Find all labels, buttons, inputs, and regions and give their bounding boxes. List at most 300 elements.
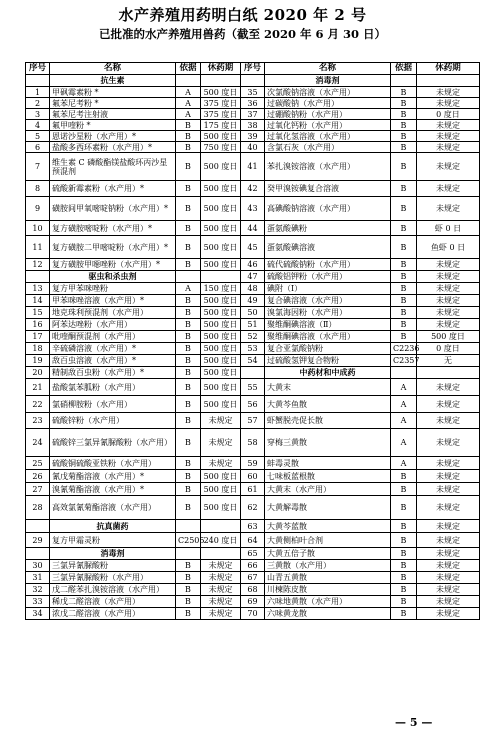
table-row <box>26 271 480 283</box>
header-cell: 依据 <box>176 63 201 75</box>
basis-code: A <box>176 87 201 98</box>
row-number: 63 <box>241 520 265 533</box>
table-row <box>26 560 480 572</box>
row-number: 4 <box>26 120 50 131</box>
drug-table <box>25 62 480 620</box>
withdrawal-period: 未规定 <box>201 608 241 620</box>
withdrawal-period: 500 度日 <box>201 87 241 98</box>
row-number: 21 <box>26 379 50 396</box>
drug-name: 含氯石灰（水产用） <box>265 142 391 153</box>
table-row <box>26 87 480 98</box>
row-number: 24 <box>26 429 50 457</box>
row-number: 29 <box>26 533 50 548</box>
withdrawal-period: 未规定 <box>417 457 480 470</box>
table-row <box>26 355 480 367</box>
row-number: 57 <box>241 413 265 429</box>
row-number: 17 <box>26 331 50 343</box>
withdrawal-period: 未规定 <box>417 584 480 596</box>
section-empty-cell <box>391 367 417 379</box>
drug-name: 次氯酸钠溶液（水产用） <box>265 87 391 98</box>
withdrawal-period: 500 度日 <box>201 221 241 236</box>
drug-name: 山青五黄散 <box>265 572 391 584</box>
drug-name: 复方磺胺甲噁唑粉（水产用）* <box>50 259 176 271</box>
drug-name: 氯硝柳胺粉（水产用） <box>50 396 176 413</box>
basis-code: B <box>176 319 201 331</box>
withdrawal-period: 未规定 <box>417 142 480 153</box>
section-header: 抗真菌药 <box>50 520 176 533</box>
drug-name: 复合碘溶液（水产用） <box>265 295 391 307</box>
row-number: 34 <box>26 608 50 620</box>
drug-name: 氟苯尼考注射液 <box>50 109 176 120</box>
basis-code: B <box>176 343 201 355</box>
drug-name: 三黄散（水产用） <box>265 560 391 572</box>
withdrawal-period: 未规定 <box>201 457 241 470</box>
withdrawal-period: 未规定 <box>417 608 480 620</box>
table-row <box>26 396 480 413</box>
basis-code: B <box>176 379 201 396</box>
row-number: 10 <box>26 221 50 236</box>
withdrawal-period: 未规定 <box>417 120 480 131</box>
withdrawal-period: 375 度日 <box>201 109 241 120</box>
basis-code: B <box>391 87 417 98</box>
row-number: 9 <box>26 197 50 221</box>
row-number: 39 <box>241 131 265 142</box>
basis-code: B <box>391 319 417 331</box>
withdrawal-period: 500 度日 <box>201 379 241 396</box>
table-row <box>26 98 480 109</box>
basis-code: B <box>176 596 201 608</box>
row-number: 48 <box>241 283 265 295</box>
row-number: 55 <box>241 379 265 396</box>
row-number: 53 <box>241 343 265 355</box>
header-cell: 序号 <box>26 63 50 75</box>
section-empty-cell <box>417 75 480 87</box>
withdrawal-period: 未规定 <box>417 319 480 331</box>
row-number: 13 <box>26 283 50 295</box>
table-row <box>26 483 480 496</box>
table-row <box>26 470 480 483</box>
drug-name: 六味黄龙散 <box>265 608 391 620</box>
drug-name: 大黄解毒散 <box>265 496 391 520</box>
withdrawal-period: 未规定 <box>417 259 480 271</box>
section-empty-cell <box>26 520 50 533</box>
drug-name: 过氧化钙粉（水产用） <box>265 120 391 131</box>
basis-code: A <box>391 396 417 413</box>
table-row <box>26 343 480 355</box>
row-number: 64 <box>241 533 265 548</box>
basis-code: B <box>391 520 417 533</box>
basis-code: A <box>176 98 201 109</box>
basis-code: C2505 <box>176 533 201 548</box>
table-row <box>26 120 480 131</box>
withdrawal-period: 未规定 <box>417 470 480 483</box>
basis-code: B <box>176 413 201 429</box>
row-number: 68 <box>241 584 265 596</box>
withdrawal-period: 500 度日 <box>201 131 241 142</box>
drug-name: 聚维酮碘溶液（Ⅱ） <box>265 319 391 331</box>
withdrawal-period: 500 度日 <box>201 259 241 271</box>
table-row <box>26 572 480 584</box>
row-number: 59 <box>241 457 265 470</box>
drug-name: 精制敌百虫粉（水产用）* <box>50 367 176 379</box>
drug-name: 硫酸铜硫酸亚铁粉（水产用） <box>50 457 176 470</box>
header-cell: 休药期 <box>201 63 241 75</box>
row-number: 28 <box>26 496 50 520</box>
drug-name: 苯扎溴铵溶液（水产用） <box>265 153 391 181</box>
withdrawal-period: 未规定 <box>417 533 480 548</box>
row-number: 56 <box>241 396 265 413</box>
row-number: 2 <box>26 98 50 109</box>
withdrawal-period: 未规定 <box>417 379 480 396</box>
basis-code: B <box>391 181 417 197</box>
withdrawal-period: 未规定 <box>417 396 480 413</box>
drug-name: 复方磺胺二甲嘧啶粉（水产用）* <box>50 236 176 259</box>
table-row <box>26 109 480 120</box>
section-empty-cell <box>201 548 241 560</box>
section-empty-cell <box>176 271 201 283</box>
table-row <box>26 131 480 142</box>
basis-code: B <box>391 548 417 560</box>
row-number: 33 <box>26 596 50 608</box>
section-empty-cell <box>201 271 241 283</box>
withdrawal-period: 500 度日 <box>201 343 241 355</box>
table-row <box>26 520 480 533</box>
row-number: 70 <box>241 608 265 620</box>
withdrawal-period: 虾 0 日 <box>417 221 480 236</box>
drug-name: 吡喹酮预混剂（水产用） <box>50 331 176 343</box>
basis-code: A <box>391 429 417 457</box>
table-row <box>26 331 480 343</box>
withdrawal-period: 750 度日 <box>201 142 241 153</box>
withdrawal-period: 未规定 <box>417 548 480 560</box>
table-row <box>26 236 480 259</box>
row-number: 60 <box>241 470 265 483</box>
basis-code: B <box>391 131 417 142</box>
withdrawal-period: 未规定 <box>201 572 241 584</box>
basis-code: A <box>176 109 201 120</box>
section-empty-cell <box>201 75 241 87</box>
basis-code: B <box>176 295 201 307</box>
section-header: 驱虫和杀虫剂 <box>50 271 176 283</box>
withdrawal-period: 175 度日 <box>201 120 241 131</box>
row-number: 69 <box>241 596 265 608</box>
drug-name: 复方甲霜灵粉 <box>50 533 176 548</box>
drug-name: 过氧化氢溶液（水产用） <box>265 131 391 142</box>
drug-name: 穿梅三黄散 <box>265 429 391 457</box>
withdrawal-period: 500 度日 <box>201 295 241 307</box>
withdrawal-period: 未规定 <box>417 295 480 307</box>
drug-name: 过碳酸钠（水产用） <box>265 98 391 109</box>
row-number: 38 <box>241 120 265 131</box>
row-number: 44 <box>241 221 265 236</box>
withdrawal-period: 500 度日 <box>201 483 241 496</box>
drug-name: 大黄末 <box>265 379 391 396</box>
basis-code: A <box>391 413 417 429</box>
withdrawal-period: 未规定 <box>201 429 241 457</box>
drug-name: 川楝陈皮散 <box>265 584 391 596</box>
drug-name: 稀戊二醛溶液（水产用） <box>50 596 176 608</box>
basis-code: B <box>391 109 417 120</box>
section-header: 消毒剂 <box>265 75 391 87</box>
drug-name: 硫酸铝钾粉（水产用） <box>265 271 391 283</box>
basis-code: B <box>176 584 201 596</box>
basis-code: B <box>391 533 417 548</box>
basis-code: B <box>391 120 417 131</box>
row-number: 11 <box>26 236 50 259</box>
withdrawal-period: 500 度日 <box>201 236 241 259</box>
withdrawal-period: 未规定 <box>201 560 241 572</box>
withdrawal-period: 未规定 <box>417 153 480 181</box>
drug-name: 硫酸锌粉（水产用） <box>50 413 176 429</box>
basis-code: B <box>391 98 417 109</box>
section-empty-cell <box>241 75 265 87</box>
table-row <box>26 608 480 620</box>
drug-name: 阿苯达唑粉（水产用） <box>50 319 176 331</box>
withdrawal-period: 150 度日 <box>201 283 241 295</box>
basis-code: B <box>176 120 201 131</box>
row-number: 19 <box>26 355 50 367</box>
table-row <box>26 295 480 307</box>
row-number: 7 <box>26 153 50 181</box>
row-number: 36 <box>241 98 265 109</box>
basis-code: A <box>176 283 201 295</box>
table-row <box>26 307 480 319</box>
row-number: 41 <box>241 153 265 181</box>
row-number: 62 <box>241 496 265 520</box>
table-row <box>26 429 480 457</box>
basis-code: B <box>391 331 417 343</box>
header-cell: 依据 <box>391 63 417 75</box>
basis-code: B <box>176 221 201 236</box>
row-number: 43 <box>241 197 265 221</box>
withdrawal-period: 500 度日 <box>201 355 241 367</box>
row-number: 1 <box>26 87 50 98</box>
basis-code: B <box>391 236 417 259</box>
table-row <box>26 413 480 429</box>
row-number: 52 <box>241 331 265 343</box>
basis-code: B <box>391 596 417 608</box>
section-empty-cell <box>241 367 265 379</box>
table-row <box>26 367 480 379</box>
table-header-row <box>26 63 480 75</box>
section-empty-cell <box>26 75 50 87</box>
withdrawal-period: 未规定 <box>417 271 480 283</box>
row-number: 51 <box>241 319 265 331</box>
drug-name: 戊二醛苯扎溴铵溶液（水产用） <box>50 584 176 596</box>
withdrawal-period: 240 度日 <box>201 533 241 548</box>
withdrawal-period: 375 度日 <box>201 98 241 109</box>
withdrawal-period: 未规定 <box>201 584 241 596</box>
drug-name: 三氯异氰脲酸粉（水产用） <box>50 572 176 584</box>
row-number: 46 <box>241 259 265 271</box>
basis-code: B <box>391 483 417 496</box>
table-row <box>26 221 480 236</box>
section-empty-cell <box>26 548 50 560</box>
withdrawal-period: 未规定 <box>417 483 480 496</box>
drug-name: 聚维酮碘溶液（水产用） <box>265 331 391 343</box>
drug-name: 蛋氨酸碘粉 <box>265 221 391 236</box>
withdrawal-period: 无 <box>417 355 480 367</box>
drug-name: 三氯异氰脲酸粉 <box>50 560 176 572</box>
basis-code: B <box>176 153 201 181</box>
drug-name: 癸甲溴铵碘复合溶液 <box>265 181 391 197</box>
withdrawal-period: 未规定 <box>417 429 480 457</box>
drug-name: 维生素 C 磷酸酯镁盐酸环丙沙星预混剂 <box>50 153 176 181</box>
basis-code: B <box>391 221 417 236</box>
basis-code: B <box>391 560 417 572</box>
drug-name: 硫代硫酸钠粉（水产用） <box>265 259 391 271</box>
basis-code: B <box>391 307 417 319</box>
table-row <box>26 533 480 548</box>
basis-code: B <box>176 355 201 367</box>
withdrawal-period: 未规定 <box>417 283 480 295</box>
row-number: 35 <box>241 87 265 98</box>
basis-code: B <box>391 259 417 271</box>
row-number: 50 <box>241 307 265 319</box>
table-row <box>26 197 480 221</box>
table-row <box>26 496 480 520</box>
basis-code: B <box>391 496 417 520</box>
withdrawal-period: 未规定 <box>417 560 480 572</box>
table-row <box>26 75 480 87</box>
drug-name: 高效氯氰菊酯溶液（水产用） <box>50 496 176 520</box>
withdrawal-period: 未规定 <box>417 307 480 319</box>
drug-name: 复方磺胺嘧啶粉（水产用）* <box>50 221 176 236</box>
drug-name: 盐酸氯苯胍粉（水产用） <box>50 379 176 396</box>
drug-name: 复方甲苯咪唑粉 <box>50 283 176 295</box>
row-number: 16 <box>26 319 50 331</box>
drug-name: 过硫酸氢钾复合物粉 <box>265 355 391 367</box>
basis-code: B <box>391 470 417 483</box>
drug-name: 氟苯尼考粉 * <box>50 98 176 109</box>
row-number: 18 <box>26 343 50 355</box>
withdrawal-period: 500 度日 <box>201 197 241 221</box>
drug-name: 七味板蓝根散 <box>265 470 391 483</box>
table-row <box>26 584 480 596</box>
table-row <box>26 153 480 181</box>
row-number: 8 <box>26 181 50 197</box>
drug-name: 硫酸锌三氯异氰脲酸粉（水产用） <box>50 429 176 457</box>
drug-name: 六味地黄散（水产用） <box>265 596 391 608</box>
drug-name: 大黄末（水产用） <box>265 483 391 496</box>
row-number: 66 <box>241 560 265 572</box>
row-number: 6 <box>26 142 50 153</box>
basis-code: B <box>176 457 201 470</box>
withdrawal-period: 未规定 <box>201 596 241 608</box>
section-empty-cell <box>176 75 201 87</box>
table-row <box>26 283 480 295</box>
page-title: 水产养殖用药明白纸 2020 年 2 号 <box>118 6 367 24</box>
table-row <box>26 259 480 271</box>
basis-code: B <box>176 572 201 584</box>
withdrawal-period: 0 度日 <box>417 343 480 355</box>
row-number: 3 <box>26 109 50 120</box>
row-number: 20 <box>26 367 50 379</box>
withdrawal-period: 500 度日 <box>201 367 241 379</box>
row-number: 67 <box>241 572 265 584</box>
basis-code: B <box>176 236 201 259</box>
basis-code: A <box>391 457 417 470</box>
basis-code: B <box>391 271 417 283</box>
drug-name: 地克珠利预混剂（水产用） <box>50 307 176 319</box>
drug-name: 蚌毒灵散 <box>265 457 391 470</box>
section-empty-cell <box>176 520 201 533</box>
drug-name: 敌百虫溶液（水产用）* <box>50 355 176 367</box>
withdrawal-period: 未规定 <box>417 413 480 429</box>
withdrawal-period: 500 度日 <box>417 331 480 343</box>
drug-name: 复合亚氯酸钠粉 <box>265 343 391 355</box>
basis-code: B <box>176 496 201 520</box>
withdrawal-period: 鱼虾 0 日 <box>417 236 480 259</box>
row-number: 22 <box>26 396 50 413</box>
table-row <box>26 379 480 396</box>
page-subtitle: 已批准的水产养殖用兽药（截至 2020 年 6 月 30 日） <box>98 27 387 41</box>
section-empty-cell <box>417 367 480 379</box>
basis-code: B <box>176 429 201 457</box>
drug-name: 辛硫磷溶液（水产用）* <box>50 343 176 355</box>
drug-name: 蛋氨酸碘溶液 <box>265 236 391 259</box>
row-number: 25 <box>26 457 50 470</box>
drug-name: 大黄芩鱼散 <box>265 396 391 413</box>
row-number: 32 <box>26 584 50 596</box>
table-row <box>26 457 480 470</box>
withdrawal-period: 500 度日 <box>201 396 241 413</box>
withdrawal-period: 500 度日 <box>201 307 241 319</box>
header-cell: 休药期 <box>417 63 480 75</box>
withdrawal-period: 500 度日 <box>201 181 241 197</box>
drug-name: 溴氯海因粉（水产用） <box>265 307 391 319</box>
table-row <box>26 319 480 331</box>
withdrawal-period: 未规定 <box>417 98 480 109</box>
basis-code: C2236 <box>391 343 417 355</box>
basis-code: B <box>391 283 417 295</box>
drug-name: 甲苯咪唑溶液（水产用）* <box>50 295 176 307</box>
withdrawal-period: 未规定 <box>417 496 480 520</box>
withdrawal-period: 未规定 <box>417 87 480 98</box>
section-empty-cell <box>26 271 50 283</box>
withdrawal-period: 500 度日 <box>201 331 241 343</box>
row-number: 58 <box>241 429 265 457</box>
row-number: 54 <box>241 355 265 367</box>
withdrawal-period: 未规定 <box>417 572 480 584</box>
drug-name: 恩诺沙星粉（水产用）* <box>50 131 176 142</box>
section-header: 中药材和中成药 <box>265 367 391 379</box>
basis-code: C2357 <box>391 355 417 367</box>
basis-code: B <box>176 396 201 413</box>
drug-name: 过硼酸钠粉（水产用） <box>265 109 391 120</box>
table-row <box>26 596 480 608</box>
table-row <box>26 181 480 197</box>
drug-name: 高碘酸钠溶液（水产用） <box>265 197 391 221</box>
drug-name: 碘附（Ⅰ） <box>265 283 391 295</box>
row-number: 15 <box>26 307 50 319</box>
row-number: 40 <box>241 142 265 153</box>
basis-code: B <box>391 608 417 620</box>
row-number: 23 <box>26 413 50 429</box>
basis-code: B <box>176 608 201 620</box>
section-empty-cell <box>201 520 241 533</box>
row-number: 5 <box>26 131 50 142</box>
basis-code: B <box>391 572 417 584</box>
basis-code: B <box>391 197 417 221</box>
row-number: 27 <box>26 483 50 496</box>
withdrawal-period: 500 度日 <box>201 153 241 181</box>
row-number: 42 <box>241 181 265 197</box>
section-header: 抗生素 <box>50 75 176 87</box>
basis-code: B <box>176 181 201 197</box>
row-number: 45 <box>241 236 265 259</box>
withdrawal-period: 未规定 <box>417 596 480 608</box>
